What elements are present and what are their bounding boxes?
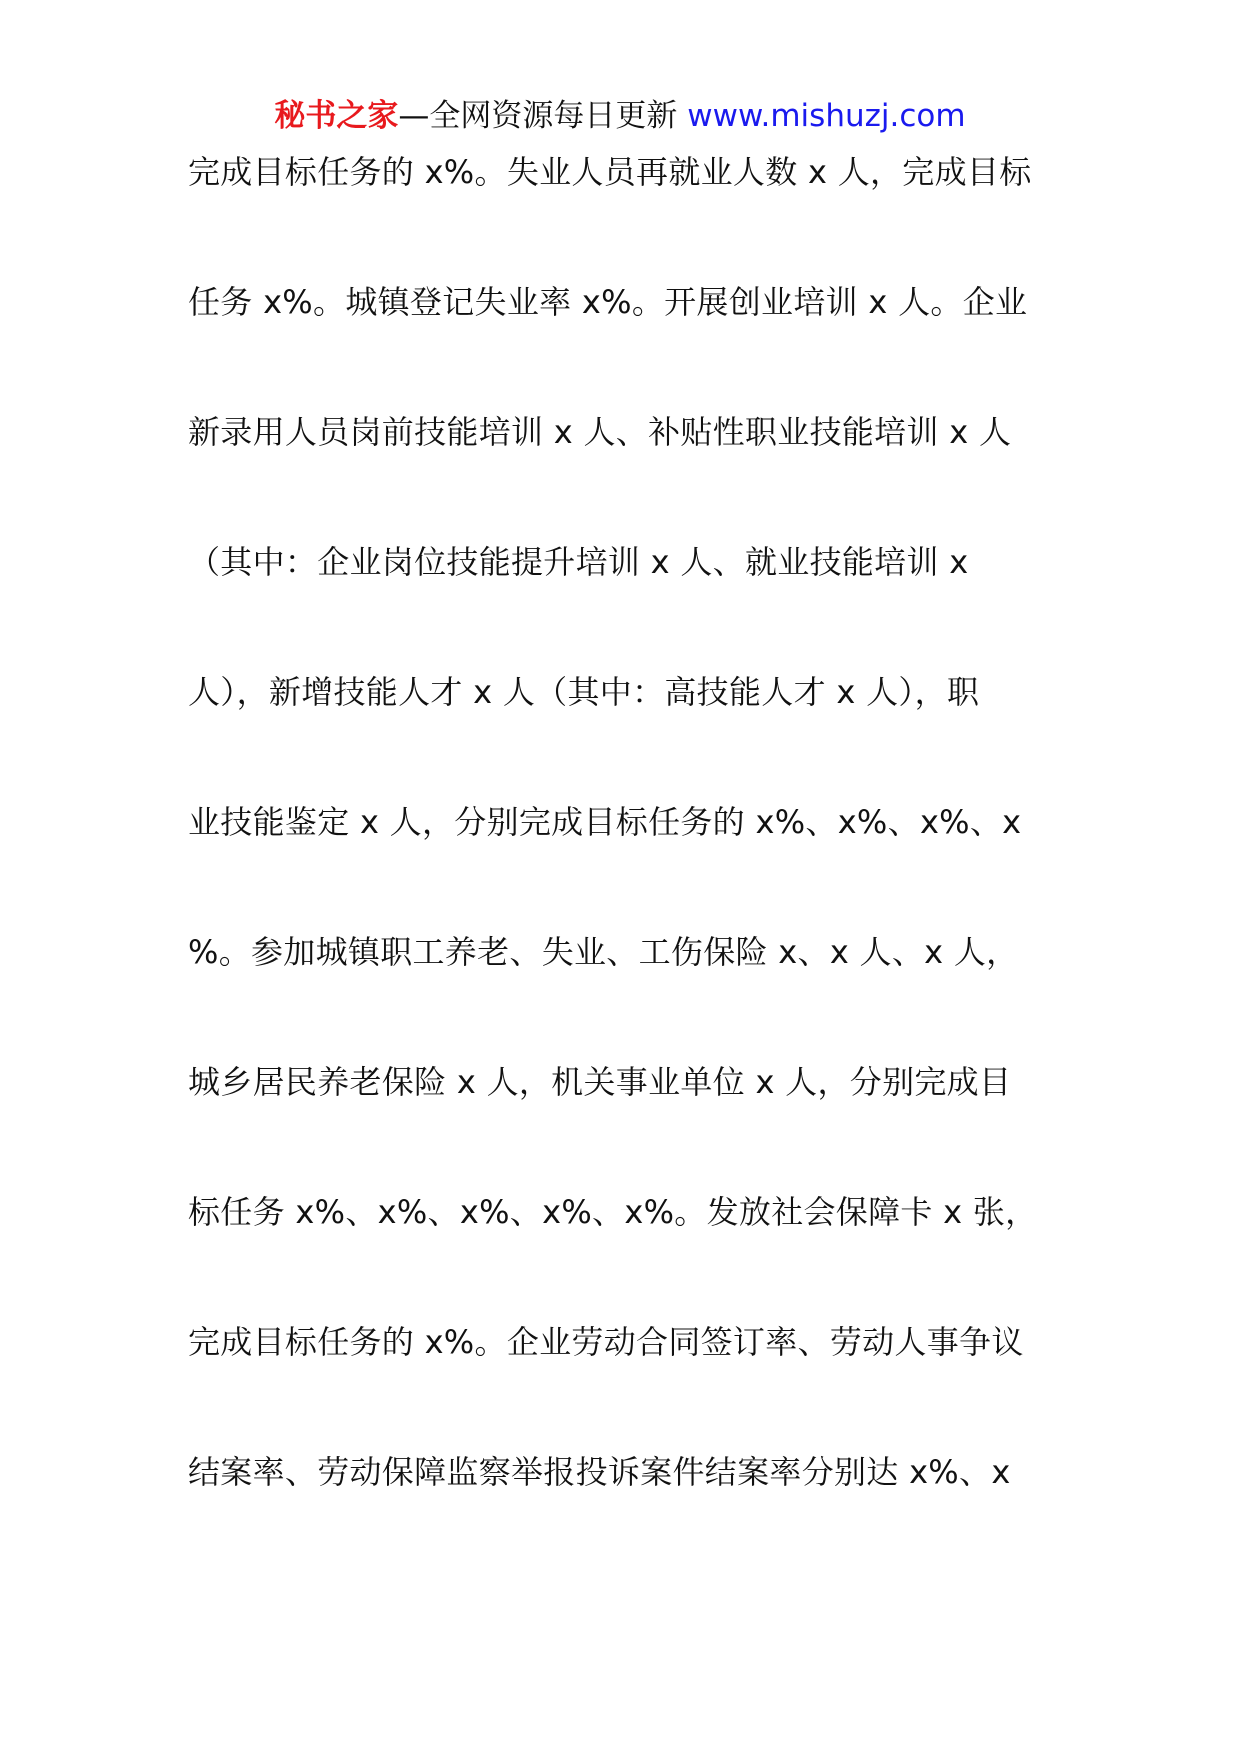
header-tagline: —全网资源每日更新 (398, 98, 678, 134)
body-line: 标任务 x%、x%、x%、x%、x%。发放社会保障卡 x 张， (188, 1193, 1038, 1231)
body-line: 城乡居民养老保险 x 人，机关事业单位 x 人，分别完成目 (188, 1063, 1012, 1101)
body-line: 完成目标任务的 x%。企业劳动合同签订率、劳动人事争议 (188, 1323, 1024, 1361)
body-line: 任务 x%。城镇登记失业率 x%。开展创业培训 x 人。企业 (188, 283, 1028, 321)
page-header (0, 96, 1240, 136)
site-url-link[interactable]: www.mishuzj.com (687, 98, 966, 134)
document-body (188, 150, 1063, 1580)
body-line: 新录用人员岗前技能培训 x 人、补贴性职业技能培训 x 人 (188, 413, 1012, 451)
brand-name: 秘书之家 (274, 98, 399, 134)
body-line: 完成目标任务的 x%。失业人员再就业人数 x 人，完成目标 (188, 153, 1032, 191)
body-line: 业技能鉴定 x 人，分别完成目标任务的 x%、x%、x%、x (188, 803, 1022, 841)
body-line: 结案率、劳动保障监察举报投诉案件结案率分别达 x%、x (188, 1453, 1011, 1491)
body-line: 人），新增技能人才 x 人（其中：高技能人才 x 人），职 (188, 673, 980, 711)
body-line: （其中：企业岗位技能提升培训 x 人、就业技能培训 x (188, 543, 969, 581)
body-line: %。参加城镇职工养老、失业、工伤保险 x、x 人、x 人， (188, 933, 1019, 971)
